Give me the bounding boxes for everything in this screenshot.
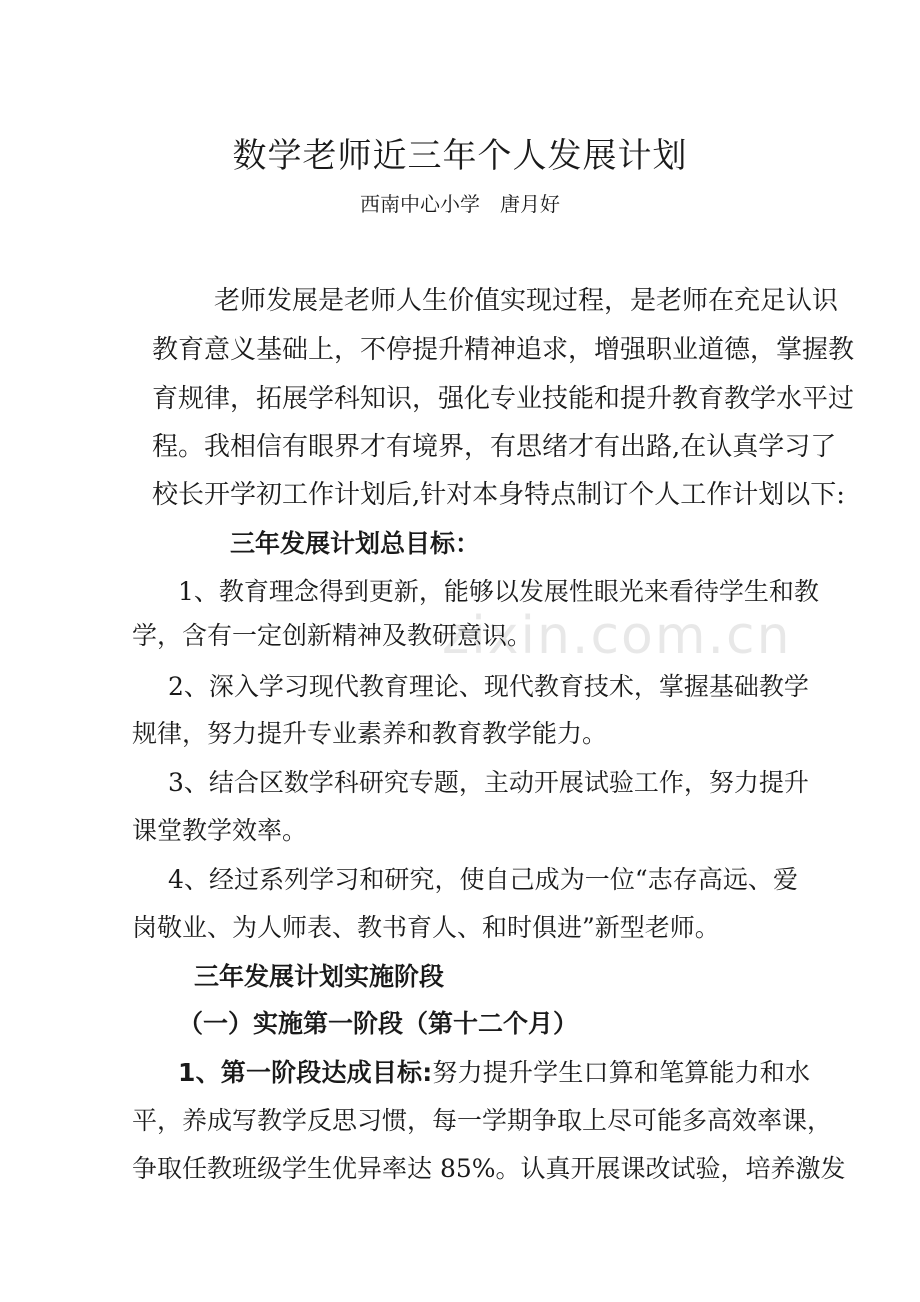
document-title: 数学老师近三年个人发展计划 — [232, 136, 688, 176]
goal-item-3-line-2: 课堂教学效率。 — [132, 816, 308, 845]
stage-one-line-1 — [178, 1053, 810, 1093]
stage-one-line-2: 平，养成写教学反思习惯，每一学期争取上尽可能多高效率课， — [132, 1106, 833, 1135]
stage-one-text: 努力提升学生口算和笔算能力和水 — [432, 1058, 810, 1087]
intro-line: 程。我相信有眼界才有境界，有思绪才有出路,在认真学习了 — [152, 432, 837, 462]
intro-line: 老师发展是老师人生价值实现过程，是老师在充足认识 — [214, 286, 839, 316]
stage-one-heading: （一）实施第一阶段（第十二个月） — [178, 1009, 579, 1038]
goal-item-3-line-1: 3、结合区数学科研究专题，主动开展试验工作，努力提升 — [168, 768, 809, 797]
section-heading-stages: 三年发展计划实施阶段 — [194, 962, 445, 991]
goal-item-2-line-1: 2、深入学习现代教育理论、现代教育技术，掌握基础教学 — [168, 672, 809, 701]
intro-line: 校长开学初工作计划后,针对本身特点制订个人工作计划以下: — [152, 480, 846, 510]
goal-item-4-line-1: 4、经过系列学习和研究，使自己成为一位“志存高远、爱 — [168, 865, 798, 894]
goal-item-1-line-2: 学，含有一定创新精神及教研意识。 — [132, 621, 533, 650]
goal-item-2-line-2: 规律，努力提升专业素养和教育教学能力。 — [132, 719, 608, 748]
goal-item-4-line-2: 岗敬业、为人师表、教书育人、和时俱进”新型老师。 — [132, 913, 720, 942]
intro-line: 教育意义基础上，不停提升精神追求，增强职业道德，掌握教 — [152, 335, 855, 365]
stage-one-label: 1、第一阶段达成目标: — [178, 1058, 433, 1087]
watermark: zixin.com.cn — [442, 606, 792, 666]
stage-one-line-3: 争取任教班级学生优异率达 85%。认真开展课改试验，培养激发 — [132, 1154, 846, 1183]
section-heading-goals: 三年发展计划总目标： — [230, 529, 481, 558]
goal-item-1-line-1: 1、教育理念得到更新，能够以发展性眼光来看待学生和教 — [178, 577, 819, 606]
document-author: 西南中心小学 唐月好 — [360, 192, 560, 216]
intro-line: 育规律，拓展学科知识，强化专业技能和提升教育教学水平过 — [152, 384, 855, 414]
